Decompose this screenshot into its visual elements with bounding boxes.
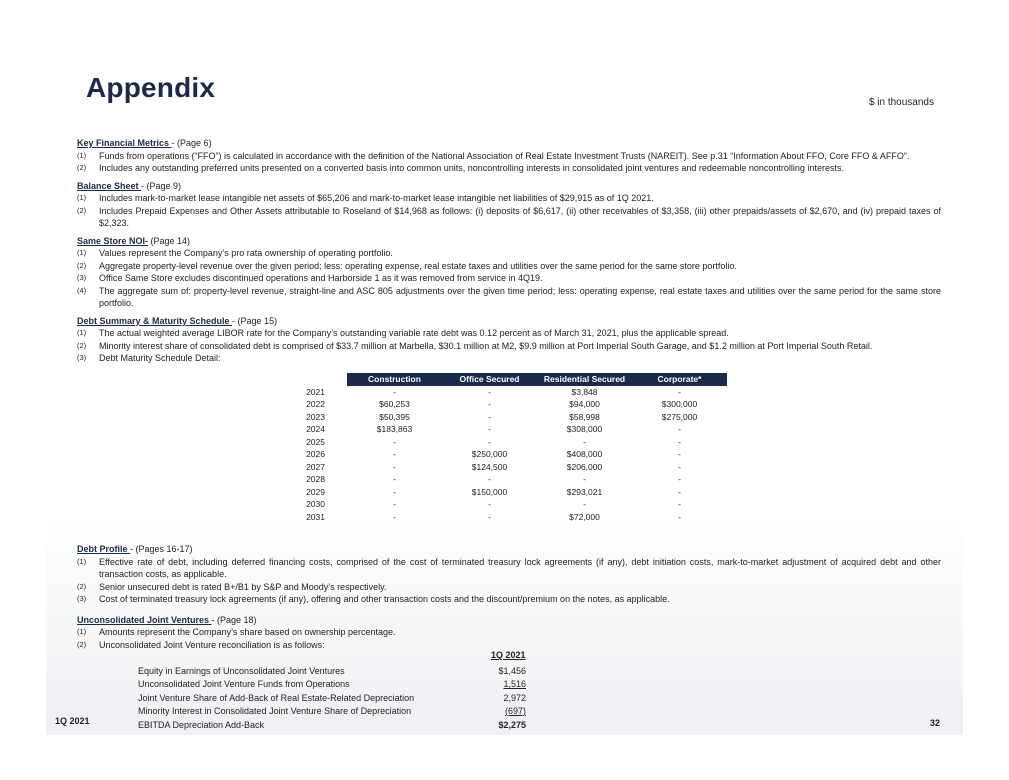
- value-cell: $300,000: [661, 399, 698, 409]
- col-office-secured: Office Secured: [442, 373, 537, 386]
- value-cell: -: [488, 499, 491, 509]
- year-cell: 2029: [306, 486, 325, 497]
- section-debt-profile: [77, 543, 941, 556]
- value-cell: -: [393, 449, 396, 459]
- value-cell: -: [393, 486, 396, 497]
- section-heading: Same Store NOI-: [77, 235, 149, 246]
- section-page-ref: - (Page 15): [232, 315, 278, 326]
- table-row: [302, 423, 727, 436]
- footnote-item: (1) Values represent the Company’s pro rata ownership of operating portfolio.: [77, 248, 393, 258]
- section-heading: Balance Sheet: [77, 180, 142, 191]
- year-cell: 2026: [306, 449, 325, 459]
- footnote-item: (3) Cost of terminated treasury lock agreements (if any), offering and other transaction costs and the discount/premium on the notes, as applicable.: [77, 594, 670, 604]
- value-cell: -: [488, 424, 491, 434]
- value-cell: -: [488, 399, 491, 409]
- section-heading: Key Financial Metrics: [77, 138, 172, 148]
- value-cell: $124,500: [471, 461, 508, 472]
- section-page-ref: - (Page 6): [171, 138, 212, 148]
- value-cell: -: [678, 449, 681, 459]
- value-cell: -: [678, 474, 681, 484]
- section-page-ref: (Page 14): [148, 235, 191, 246]
- section-key-financial-metrics: [77, 137, 941, 150]
- table-header-row: [302, 373, 727, 386]
- table-row: Joint Venture Share of Add-Back of Real Estate-Related Depreciation 2,972: [138, 692, 526, 703]
- value-cell: -: [393, 461, 396, 472]
- section-heading: Debt Summary & Maturity Schedule: [77, 315, 233, 326]
- table-row: EBITDA Depreciation Add-Back $2,275: [138, 719, 526, 730]
- table-row: [302, 461, 727, 474]
- value-cell: $308,000: [566, 424, 603, 434]
- value-cell: -: [678, 386, 681, 397]
- table-row: [302, 411, 727, 424]
- section-unconsolidated-jv: [77, 614, 941, 627]
- value-cell: -: [393, 436, 396, 447]
- value-cell: -: [678, 424, 681, 434]
- col-corporate: Corporate*: [632, 373, 727, 386]
- appendix-content: [77, 135, 941, 732]
- year-cell: 2030: [306, 499, 325, 509]
- footnote-item: (1) Includes mark-to-market lease intangible net assets of $65,206 and mark-to-market lease intangible net liabilities of $29,915 as of 1Q 2021.: [77, 193, 654, 203]
- value-cell: $72,000: [569, 511, 600, 522]
- value-cell: $250,000: [471, 449, 508, 459]
- table-row: [302, 511, 727, 524]
- jv-column-header: 1Q 2021: [491, 650, 526, 660]
- value-cell: -: [488, 436, 491, 447]
- footnote-item: (2) Senior unsecured debt is rated B+/B1 by S&P and Moody’s respectively.: [77, 581, 387, 592]
- year-cell: 2027: [306, 461, 325, 472]
- year-cell: 2022: [306, 399, 325, 409]
- table-row: Equity in Earnings of Unconsolidated Joint Ventures $1,456: [138, 665, 526, 676]
- footnote-item: (2) Unconsolidated Joint Venture reconciliation is as follows:: [77, 639, 325, 650]
- value-cell: -: [678, 486, 681, 497]
- value-cell: $408,000: [566, 449, 603, 459]
- value-cell: $94,000: [569, 399, 600, 409]
- value-cell: -: [583, 436, 586, 447]
- debt-maturity-table: [302, 373, 727, 524]
- value-cell: -: [488, 474, 491, 484]
- value-cell: $60,253: [379, 399, 410, 409]
- year-cell: 2028: [306, 474, 325, 484]
- year-cell: 2031: [306, 511, 325, 522]
- jv-reconciliation: [77, 651, 941, 732]
- footnote-item: (2) Includes Prepaid Expenses and Other Assets attributable to Roseland of $14,968 as follows: (i) deposits of $6,617, (ii) other receivables of $3,358, (iii) other prepaids/assets of $2,670, and (iv) prepaid taxes of $2,323.: [77, 205, 941, 228]
- section-heading: Unconsolidated Joint Ventures: [77, 614, 212, 625]
- value-cell: -: [393, 386, 396, 397]
- value-cell: -: [393, 511, 396, 522]
- value-cell: $3,848: [571, 386, 598, 397]
- footnote-item: (3) Debt Maturity Schedule Detail:: [77, 353, 221, 363]
- footnote-item: (4) The aggregate sum of: property-level revenue, straight-line and ASC 805 adjustments over the given time period; less: operating expense, real estate taxes and utilities over the same period for the same store portfolio.: [77, 285, 941, 308]
- section-page-ref: - (Pages 16-17): [130, 544, 193, 554]
- value-cell: -: [678, 499, 681, 509]
- value-cell: -: [678, 436, 681, 447]
- value-cell: -: [393, 499, 396, 509]
- table-row: [302, 486, 727, 499]
- table-row: [302, 436, 727, 449]
- year-cell: 2024: [306, 424, 325, 434]
- value-cell: -: [393, 474, 396, 484]
- value-cell: $150,000: [471, 486, 508, 497]
- section-heading: Debt Profile: [77, 544, 131, 554]
- footnote-item: (1) Effective rate of debt, including deferred financing costs, comprised of the cost of terminated treasury lock agreements (if any), debt initiation costs, mark-to-market adjustment of acquired debt and other transaction costs, as applicable.: [77, 556, 941, 579]
- table-row: [302, 473, 727, 486]
- value-cell: -: [488, 411, 491, 422]
- section-same-store-noi: [77, 235, 941, 248]
- value-cell: -: [678, 511, 681, 522]
- section-page-ref: - (Page 18): [211, 614, 257, 625]
- footnote-item: (3) Office Same Store excludes discontinued operations and Harborside 1 as it was removed from service in 4Q19.: [77, 273, 543, 283]
- value-cell: $183,863: [376, 424, 413, 434]
- value-cell: $50,395: [379, 411, 410, 422]
- table-row: [302, 448, 727, 461]
- value-cell: -: [678, 461, 681, 472]
- value-cell: -: [583, 474, 586, 484]
- table-row: [302, 386, 727, 399]
- value-cell: $206,000: [566, 461, 603, 472]
- units-note: $ in thousands: [868, 97, 934, 108]
- footnote-item: (1) Amounts represent the Company’s share based on ownership percentage.: [77, 627, 396, 637]
- value-cell: $58,998: [569, 411, 600, 422]
- footnote-item: (1) The actual weighted average LIBOR rate for the Company’s outstanding variable rate debt was 0.12 percent as of March 31, 2021, plus the applicable spread.: [77, 328, 729, 338]
- page-title: Appendix: [86, 72, 216, 103]
- value-cell: -: [488, 386, 491, 397]
- value-cell: -: [488, 511, 491, 522]
- table-row: [302, 398, 727, 411]
- table-row: Unconsolidated Joint Venture Funds from Operations 1,516: [138, 679, 526, 689]
- footer-period: 1Q 2021: [55, 716, 90, 726]
- year-cell: 2025: [306, 436, 325, 447]
- jv-reconciliation-table: [138, 664, 526, 732]
- col-residential-secured: Residential Secured: [537, 373, 632, 386]
- section-page-ref: - (Page 9): [141, 180, 182, 191]
- value-cell: -: [583, 499, 586, 509]
- year-cell: 2023: [306, 411, 325, 422]
- section-balance-sheet: [77, 180, 941, 193]
- footnote-item: (1) Funds from operations (“FFO”) is calculated in accordance with the definition of the National Association of Real Estate Investment Trusts (NAREIT). See p.31 “Information About FFO, Core FFO & AFFO”.: [77, 150, 910, 161]
- section-debt-summary: [77, 315, 941, 328]
- footnote-item: (2) Minority interest share of consolidated debt is comprised of $33.7 million at Marbella, $30.1 million at M2, $9.9 million at Port Imperial South Garage, and $1.2 million at Port Imperial South Retail.: [77, 340, 873, 351]
- page-number: 32: [930, 718, 941, 728]
- value-cell: $275,000: [661, 411, 698, 422]
- table-row: [302, 498, 727, 511]
- footnote-item: (2) Aggregate property-level revenue over the given period; less: operating expense, real estate taxes and utilities over the same period for the same store portfolio.: [77, 260, 737, 271]
- value-cell: $293,021: [566, 486, 603, 497]
- year-cell: 2021: [306, 386, 325, 397]
- col-construction: Construction: [347, 373, 442, 386]
- table-row: Minority Interest in Consolidated Joint Venture Share of Depreciation (697): [138, 706, 526, 716]
- footnote-item: (2) Includes any outstanding preferred units presented on a converted basis into common units, noncontrolling interests in consolidated joint ventures and redeemable noncontrolling interests.: [77, 163, 844, 173]
